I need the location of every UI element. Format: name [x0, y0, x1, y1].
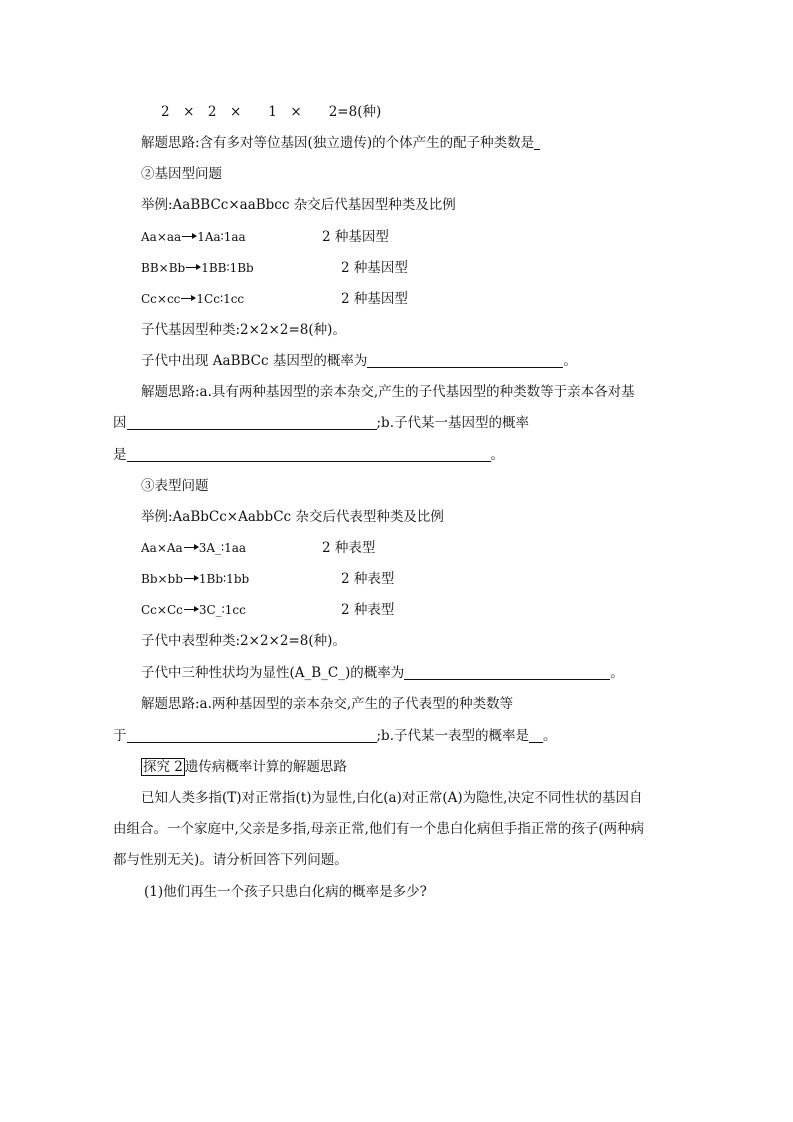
- genotype-thinking-line1: 解题思路:a.具有两种基因型的亲本杂交,产生的子代基因型的种类数等于亲本各对基: [141, 384, 635, 400]
- period: 。: [563, 353, 577, 369]
- ratio-text: 1Aa∶1aa: [197, 230, 246, 244]
- thinking-gametes-text: 解题思路:含有多对等位基因(独立遗传)的个体产生的配子种类数是: [141, 135, 535, 151]
- text: 因: [113, 415, 127, 431]
- arrow-icon: [184, 609, 198, 610]
- phenotype-probability-question: [141, 664, 624, 682]
- cross-text: Cc×cc: [141, 292, 181, 306]
- cross-text: Aa×Aa: [141, 541, 183, 555]
- ratio-text: 1BB∶1Bb: [201, 261, 254, 275]
- inquiry-tag: 探究 2: [143, 759, 183, 775]
- genotype-row: [141, 228, 246, 246]
- phenotype-count: 2 种表型: [341, 602, 395, 618]
- cross-text: Aa×aa: [141, 230, 182, 244]
- genotype-example: 举例:AaBBCc×aaBbcc 杂交后代基因型种类及比例: [141, 197, 456, 213]
- genotype-count: 2 种基因型: [322, 229, 389, 245]
- phenotype-thinking-line1: 解题思路:a.两种基因型的亲本杂交,产生的子代表型的种类数等: [141, 696, 514, 712]
- genotype-thinking-line2: [113, 414, 529, 432]
- genotype-row: [141, 290, 244, 308]
- phenotype-heading: ③表型问题: [141, 478, 209, 494]
- arrow-icon: [184, 547, 198, 548]
- phenotype-row: [141, 539, 246, 557]
- phenotype-kinds: 子代中表型种类:2×2×2=8(种)。: [141, 633, 346, 649]
- inquiry-heading: [141, 758, 347, 776]
- answer-blank: [404, 665, 610, 680]
- genotype-count: 2 种基因型: [341, 260, 408, 276]
- question-text: 子代中三种性状均为显性(A_B_C_)的概率为: [141, 665, 405, 681]
- answer-blank: [529, 728, 543, 743]
- cross-text: BB×Bb: [141, 261, 186, 275]
- phenotype-row: [141, 570, 249, 588]
- answer-blank: [127, 447, 491, 462]
- genotype-heading: ②基因型问题: [141, 166, 222, 182]
- ratio-text: 3A_∶1aa: [198, 541, 247, 555]
- ratio-text: 1Bb∶1bb: [198, 572, 250, 586]
- period: 。: [490, 447, 504, 463]
- genotype-thinking-line3: [113, 446, 504, 464]
- question-1: (1)他们再生一个孩子只患白化病的概率是多少?: [144, 884, 427, 900]
- arrow-icon: [186, 267, 200, 268]
- phenotype-thinking-line2: [113, 727, 556, 745]
- inquiry-paragraph-line1: 已知人类多指(T)对正常指(t)为显性,白化(a)对正常(A)为隐性,决定不同性状的基因自: [141, 790, 643, 806]
- answer-blank: [367, 353, 563, 368]
- inquiry-paragraph-line2: 由组合。一个家庭中,父亲是多指,母亲正常,他们有一个患白化病但手指正常的孩子(两种病: [113, 821, 645, 837]
- period: 。: [542, 728, 557, 744]
- inquiry-paragraph-line3: 都与性别无关)。请分析回答下列问题。: [113, 852, 348, 868]
- phenotype-example: 举例:AaBbCc×AabbCc 杂交后代表型种类及比例: [141, 509, 444, 525]
- cross-text: Bb×bb: [141, 572, 183, 586]
- period: 。: [610, 665, 624, 681]
- cross-text: Cc×Cc: [141, 603, 183, 617]
- thinking-gametes: [141, 134, 540, 152]
- text: ;b.子代某一基因型的概率: [376, 415, 529, 431]
- answer-blank: [127, 415, 377, 430]
- arrow-icon: [181, 298, 195, 299]
- ratio-text: 3C_∶1cc: [198, 603, 246, 617]
- ratio-text: 1Cc∶1cc: [196, 292, 245, 306]
- arrow-icon: [184, 578, 198, 579]
- phenotype-count: 2 种表型: [341, 571, 395, 587]
- genotype-count: 2 种基因型: [341, 291, 408, 307]
- inquiry-title: 遗传病概率计算的解题思路: [184, 759, 347, 775]
- genotype-probability-question: [141, 352, 577, 370]
- genotype-row: [141, 259, 254, 277]
- phenotype-row: [141, 601, 246, 619]
- text: ;b.子代某一表型的概率是: [376, 728, 529, 744]
- gamete-formula: 2 × 2 × 1 × 2=8(种): [161, 104, 382, 120]
- answer-blank: [534, 135, 540, 150]
- phenotype-count: 2 种表型: [322, 540, 376, 556]
- answer-blank: [127, 728, 377, 743]
- arrow-icon: [182, 236, 196, 237]
- genotype-kinds: 子代基因型种类:2×2×2=8(种)。: [141, 322, 346, 338]
- text: 于: [113, 728, 127, 744]
- text: 是: [113, 447, 127, 463]
- question-text: 子代中出现 AaBBCc 基因型的概率为: [141, 353, 368, 369]
